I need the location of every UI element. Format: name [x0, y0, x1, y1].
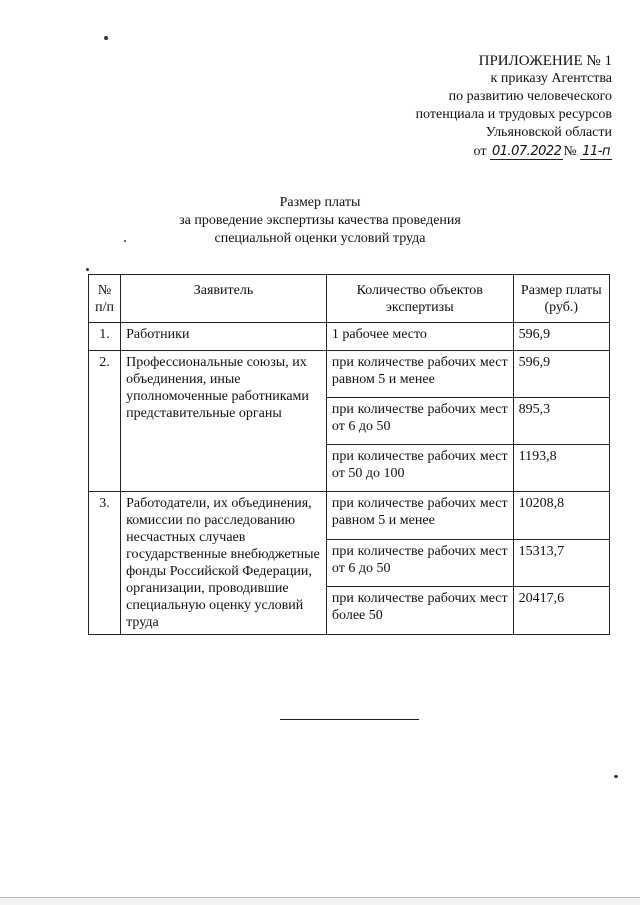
appendix-title: ПРИЛОЖЕНИЕ № 1 [478, 53, 612, 69]
quantity-cell: при количестве рабочих мест от 6 до 50 [326, 539, 513, 587]
quantity-cell: при количестве рабочих мест равном 5 и менее [326, 492, 513, 540]
applicant-cell: Работники [121, 323, 327, 351]
fee-table [88, 274, 610, 635]
fee-cell: 15313,7 [513, 539, 609, 587]
header-applicant: Заявитель [121, 275, 327, 323]
fee-cell: 10208,8 [513, 492, 609, 540]
order-date-line [416, 143, 612, 161]
appendix-line: по развитию человеческого [448, 89, 612, 104]
appendix-header [416, 52, 612, 161]
table-row [89, 351, 610, 398]
header-quantity: Количество объектов экспертизы [326, 275, 513, 323]
appendix-line: потенциала и трудовых ресурсов [415, 107, 612, 122]
title-line: за проведение экспертизы качества проведения [179, 213, 461, 228]
scan-speck [614, 775, 618, 778]
applicant-cell: Профессиональные союзы, их объединения, иные уполномоченные работниками представительные органы [121, 351, 327, 492]
header-number: № п/п [89, 275, 121, 323]
scan-speck [86, 268, 89, 271]
table-row [89, 323, 610, 351]
document-title [120, 194, 520, 248]
quantity-cell: при количестве рабочих мест от 6 до 50 [326, 398, 513, 445]
appendix-line: Ульяновской области [485, 125, 612, 140]
appendix-line: к приказу Агентства [490, 71, 612, 86]
closing-rule [280, 719, 419, 720]
applicant-cell: Работодатели, их объединения, комиссии по расследованию несчастных случаев государственные внебюджетные фонды Российской Федерации, организации, проводившие специальную оценку условий труда [121, 492, 327, 635]
table-row [89, 492, 610, 540]
title-line: специальной оценки условий труда [214, 231, 426, 246]
date-prefix: от [473, 144, 487, 159]
table-header-row [89, 275, 610, 323]
quantity-cell: при количестве рабочих мест от 50 до 100 [326, 445, 513, 492]
number-prefix: № [563, 144, 577, 159]
scan-edge [0, 897, 640, 905]
quantity-cell: при количестве рабочих мест равном 5 и менее [326, 351, 513, 398]
scan-speck [124, 240, 126, 242]
handwritten-date: 01.07.2022 [491, 144, 562, 159]
fee-cell: 596,9 [513, 323, 609, 351]
row-number: 1. [89, 323, 121, 351]
handwritten-number: 11-п [582, 144, 610, 159]
scan-speck [104, 36, 108, 40]
title-line: Размер платы [279, 195, 361, 210]
fee-cell: 596,9 [513, 351, 609, 398]
fee-cell: 895,3 [513, 398, 609, 445]
row-number: 3. [89, 492, 121, 635]
quantity-cell: при количестве рабочих мест более 50 [326, 587, 513, 635]
header-fee: Размер платы (руб.) [513, 275, 609, 323]
quantity-cell: 1 рабочее место [326, 323, 513, 351]
fee-cell: 20417,6 [513, 587, 609, 635]
fee-cell: 1193,8 [513, 445, 609, 492]
row-number: 2. [89, 351, 121, 492]
